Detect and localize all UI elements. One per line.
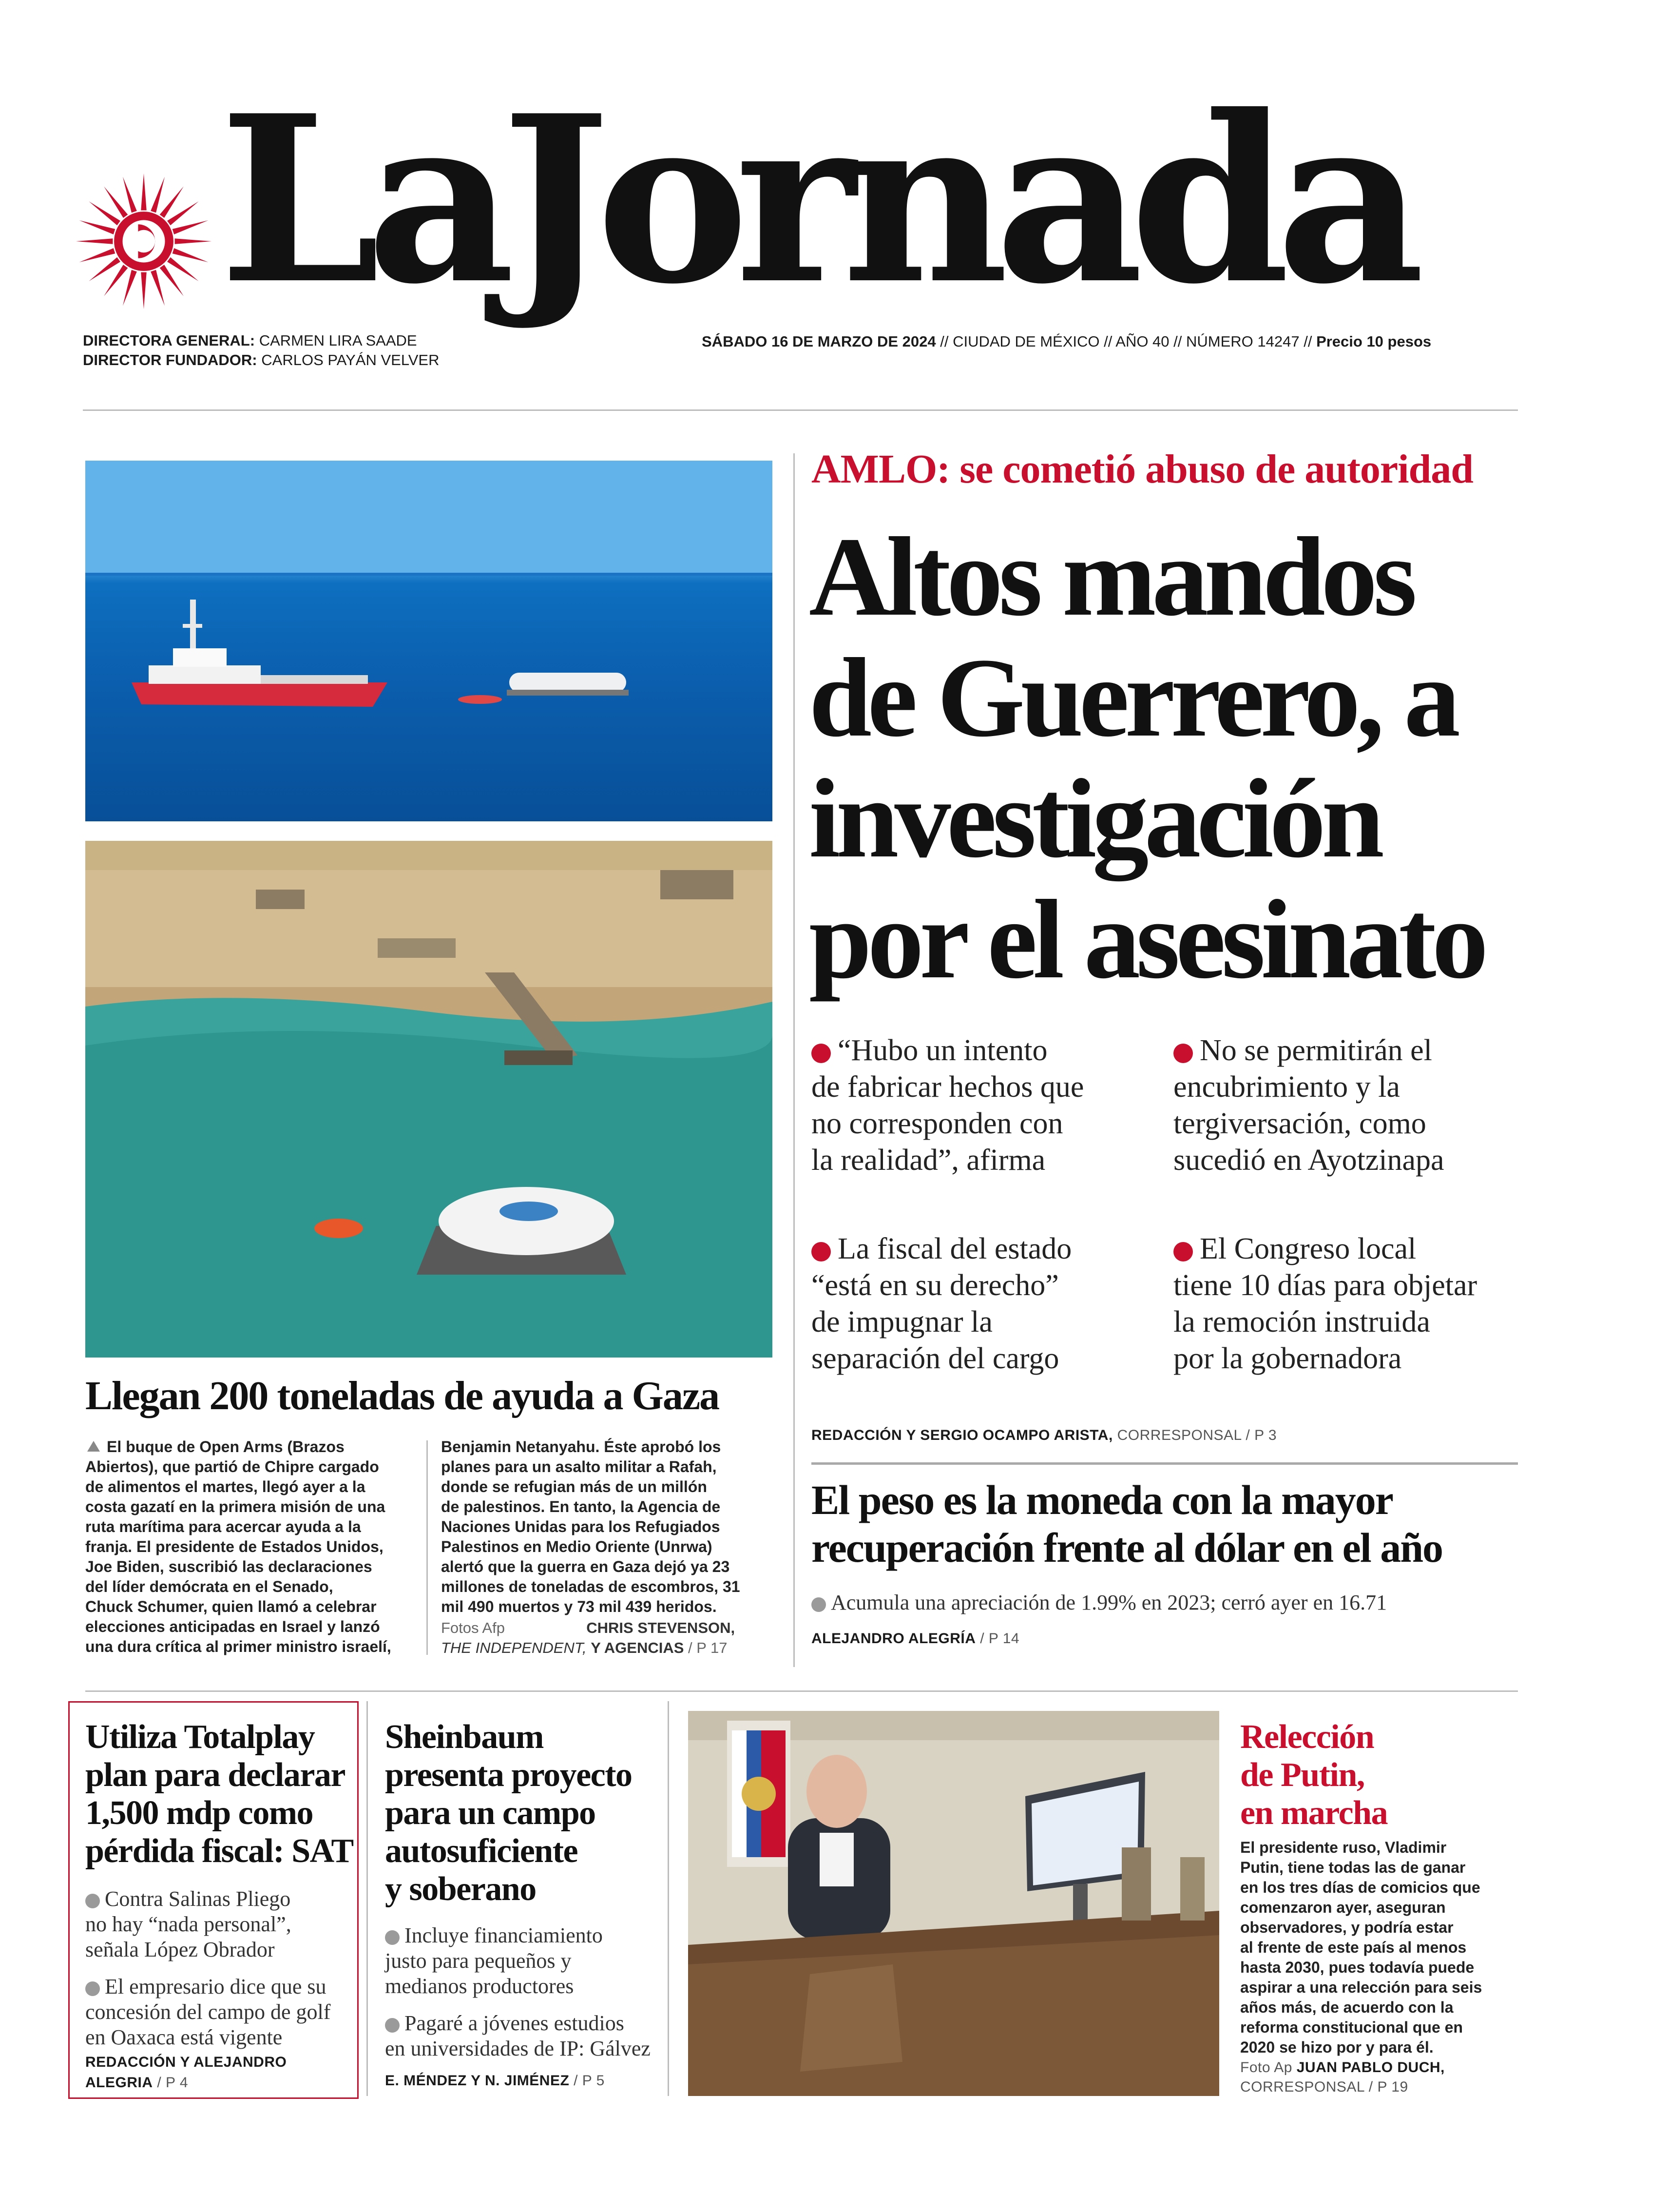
sun-icon xyxy=(73,171,214,312)
gaza-caption-line: del líder demócrata en el Senado, xyxy=(85,1578,333,1595)
putin-headline-line: de Putin, xyxy=(1240,1756,1364,1794)
main-kicker: AMLO: se cometió abuso de autoridad xyxy=(811,446,1473,492)
totalplay-headline xyxy=(85,1718,353,1870)
sheinbaum-credit-page: / P 5 xyxy=(574,2073,605,2089)
sheinbaum-bullet-2: Pagaré a jóvenes estudios en universidades de IP: Gálvez xyxy=(385,2011,651,2060)
ship-illustration xyxy=(85,461,772,821)
gaza-caption-line: franja. El presidente de Estados Unidos, xyxy=(85,1538,384,1555)
sheinbaum-divider xyxy=(366,1701,368,2096)
sun-ray xyxy=(79,248,115,262)
gaza-pier-photo xyxy=(85,841,772,1358)
putin-credit xyxy=(1240,2058,1445,2097)
totalplay-bullet-2: El empresario dice que su concesión del campo de golf en Oaxaca está vigente xyxy=(85,1975,331,2049)
director-fundador-name: CARLOS PAYÁN VELVER xyxy=(261,351,440,369)
sun-ray xyxy=(151,177,165,213)
peso-divider xyxy=(811,1462,1518,1465)
main-bullet-1: “Hubo un intento de fabricar hechos que no corresponden con la realidad”, afirma xyxy=(811,1034,1084,1177)
main-headline xyxy=(809,514,1484,1002)
totalplay-headline-line: plan para declarar xyxy=(85,1756,345,1794)
gaza-credit-line xyxy=(441,1638,777,1658)
gaza-caption-line: Chuck Schumer, quien llamó a celebrar xyxy=(85,1598,377,1615)
putin-headline-line: Relección xyxy=(1240,1718,1374,1756)
peso-headline-line: recuperación frente al dólar en el año xyxy=(811,1524,1443,1571)
peso-headline-line: El peso es la moneda con la mayor xyxy=(811,1476,1393,1523)
bullet-dot-icon xyxy=(85,1894,100,1908)
gaza-credit-agencies: Y AGENCIAS xyxy=(591,1639,684,1656)
peso-credit-page: / P 14 xyxy=(980,1630,1020,1647)
gaza-caption-line: elecciones anticipadas en Israel y lanzó xyxy=(85,1618,380,1635)
putin-headline-line: en marcha xyxy=(1240,1794,1388,1832)
director-fundador-label: DIRECTOR FUNDADOR: xyxy=(83,351,257,369)
putin-credit-page: CORRESPONSAL / P 19 xyxy=(1240,2079,1408,2095)
bullet-dot-icon xyxy=(85,1981,100,1996)
putin-office-illustration xyxy=(688,1711,1219,2096)
peso-credit xyxy=(811,1630,1019,1647)
totalplay-bullet-1: Contra Salinas Pliego no hay “nada personal”, señala López Obrador xyxy=(85,1887,291,1961)
sun-ray xyxy=(173,220,209,234)
edition-price: Precio 10 pesos xyxy=(1316,333,1432,350)
sheinbaum-headline-line: para un campo xyxy=(385,1794,595,1832)
main-bullet-3: La fiscal del estado “está en su derecho” de impugnar la separación del cargo xyxy=(811,1232,1072,1375)
bullet-dot-icon xyxy=(811,1242,831,1261)
main-headline-line: investigación xyxy=(809,756,1380,881)
gaza-caption-line: una dura crítica al primer ministro israelí, xyxy=(85,1638,391,1655)
edition-number: NÚMERO 14247 // xyxy=(1186,333,1312,350)
gaza-credit-page: / P 17 xyxy=(688,1639,728,1656)
gaza-caption-col2 xyxy=(441,1437,777,1658)
putin-headline xyxy=(1240,1718,1387,1832)
gaza-caption-line: planes para un asalto militar a Rafah, xyxy=(441,1458,717,1475)
gaza-caption-line: Palestinos en Medio Oriente (Unrwa) xyxy=(441,1538,712,1555)
gaza-caption-line: El buque de Open Arms (Brazos xyxy=(85,1437,409,1457)
masthead xyxy=(73,65,1603,336)
edition-year: AÑO 40 // xyxy=(1115,333,1182,350)
bottom-divider xyxy=(85,1690,1518,1692)
gaza-photo-credit xyxy=(441,1618,777,1638)
gaza-credit-publication: THE INDEPENDENT, xyxy=(441,1639,587,1656)
edition-city: // CIUDAD DE MÉXICO // xyxy=(940,333,1113,350)
main-credit-page: CORRESPONSAL / P 3 xyxy=(1117,1427,1277,1443)
gaza-caption-line: millones de toneladas de escombros, 31 xyxy=(441,1578,740,1595)
gaza-caption-line: de alimentos el martes, llegó ayer a la xyxy=(85,1478,365,1495)
director-general-line xyxy=(83,331,417,350)
bullet-dot-icon xyxy=(811,1597,826,1612)
gaza-photo-credit-source: Fotos Afp xyxy=(441,1619,505,1636)
sun-ray xyxy=(123,270,137,306)
gaza-caption-line: Benjamin Netanyahu. Éste aprobó los xyxy=(441,1438,721,1455)
peso-bullet: Acumula una apreciación de 1.99% en 2023; cerró ayer en 16.71 xyxy=(811,1590,1387,1615)
main-bullet-2: No se permitirán el encubrimiento y la tergiversación, como sucedió en Ayotzinapa xyxy=(1173,1034,1444,1177)
sheinbaum-headline-line: Sheinbaum xyxy=(385,1718,543,1756)
sun-ray xyxy=(79,220,115,234)
director-general-label: DIRECTORA GENERAL: xyxy=(83,332,255,349)
sun-ray xyxy=(175,238,212,244)
putin-photo xyxy=(688,1711,1219,2096)
gaza-caption-line: mil 490 muertos y 73 mil 439 heridos. xyxy=(441,1598,717,1615)
pier-illustration xyxy=(85,841,772,1358)
totalplay-headline-line: 1,500 mdp como xyxy=(85,1794,313,1832)
totalplay-credit-page: / P 4 xyxy=(157,2075,189,2091)
sun-ray xyxy=(141,174,146,211)
sheinbaum-headline-line: presenta proyecto xyxy=(385,1756,632,1794)
director-fundador-line xyxy=(83,351,440,369)
main-headline-line: de Guerrero, a xyxy=(809,635,1456,760)
main-bullet-4: El Congreso local tiene 10 días para objetar la remoción instruida por la gobernadora xyxy=(1173,1232,1477,1375)
gaza-caption-line: costa gazatí en la primera misión de una xyxy=(85,1498,385,1515)
main-column-divider xyxy=(793,453,795,1667)
triangle-up-icon xyxy=(87,1441,100,1452)
gaza-caption-line: donde se refugian más de un millón xyxy=(441,1478,707,1495)
totalplay-credit-author2: ALEGRIA xyxy=(85,2075,153,2091)
totalplay-credit-authors: REDACCIÓN Y ALEJANDRO xyxy=(85,2054,287,2070)
sun-ray xyxy=(123,177,137,213)
totalplay-headline-line: Utiliza Totalplay xyxy=(85,1718,315,1756)
gaza-caption-col1 xyxy=(85,1437,409,1657)
gaza-caption-line: Abiertos), que partió de Chipre cargado xyxy=(85,1458,379,1475)
sun-ray xyxy=(141,272,146,310)
sun-ray xyxy=(173,248,209,262)
gaza-ship-photo xyxy=(85,461,772,821)
sheinbaum-credit-authors: E. MÉNDEZ Y N. JIMÉNEZ xyxy=(385,2073,570,2089)
sheinbaum-bullet-1: Incluye financiamiento justo para pequeños y medianos productores xyxy=(385,1923,603,1998)
gaza-caption-line: alertó que la guerra en Gaza dejó ya 23 xyxy=(441,1558,730,1575)
bullet-dot-icon xyxy=(811,1044,831,1063)
bullet-dot-icon xyxy=(1173,1044,1193,1063)
totalplay-headline-line: pérdida fiscal: SAT xyxy=(85,1832,353,1870)
totalplay-credit xyxy=(85,2052,287,2093)
sheinbaum-headline-line: y soberano xyxy=(385,1870,536,1908)
sun-ray xyxy=(151,270,165,306)
masthead-title: LaJornada xyxy=(219,65,1411,334)
sheinbaum-headline-line: autosuficiente xyxy=(385,1832,578,1870)
gaza-caption-line: ruta marítima para acercar ayuda a la xyxy=(85,1518,361,1535)
edition-date: SÁBADO 16 DE MARZO DE 2024 xyxy=(702,333,936,350)
putin-photo-credit-source: Foto Ap xyxy=(1240,2059,1292,2076)
main-headline-line: por el asesinato xyxy=(809,877,1484,1002)
gaza-photo-credit-author: CHRIS STEVENSON, xyxy=(586,1619,735,1636)
putin-body: El presidente ruso, Vladimir Putin, tiene todas las de ganar en los tres días de comicios que comenzaron ayer, aseguran observadores, y podría estar al frente de este país al menos hasta 2030, pues todavía puede aspirar a una relección para seis años más, de acuerdo con la reforma constitucional que en 2020 se hizo por y para él. xyxy=(1240,1839,1482,2056)
gaza-headline: Llegan 200 toneladas de ayuda a Gaza xyxy=(85,1373,719,1418)
bullet-dot-icon xyxy=(385,1930,400,1945)
putin-divider xyxy=(668,1701,669,2096)
gaza-column-divider xyxy=(426,1440,428,1655)
peso-credit-author: ALEJANDRO ALEGRÍA xyxy=(811,1630,976,1647)
peso-headline xyxy=(811,1476,1442,1572)
gaza-caption-line: Joe Biden, suscribió las declaraciones xyxy=(85,1558,372,1575)
putin-photo-credit-author: JUAN PABLO DUCH, xyxy=(1296,2059,1445,2076)
sheinbaum-credit xyxy=(385,2073,605,2089)
gaza-caption-line: de palestinos. En tanto, la Agencia de xyxy=(441,1498,721,1515)
gaza-caption-line: Naciones Unidas para los Refugiados xyxy=(441,1518,720,1535)
main-credit-authors: REDACCIÓN Y SERGIO OCAMPO ARISTA, xyxy=(811,1427,1113,1443)
masthead-divider xyxy=(83,409,1518,411)
main-headline-line: Altos mandos xyxy=(809,514,1413,640)
bullet-dot-icon xyxy=(385,2018,400,2033)
sun-ray xyxy=(76,238,113,244)
main-credit xyxy=(811,1427,1277,1444)
sheinbaum-headline xyxy=(385,1718,632,1908)
edition-info xyxy=(702,332,1431,351)
director-general-name: CARMEN LIRA SAADE xyxy=(259,332,417,349)
bullet-dot-icon xyxy=(1173,1242,1193,1261)
